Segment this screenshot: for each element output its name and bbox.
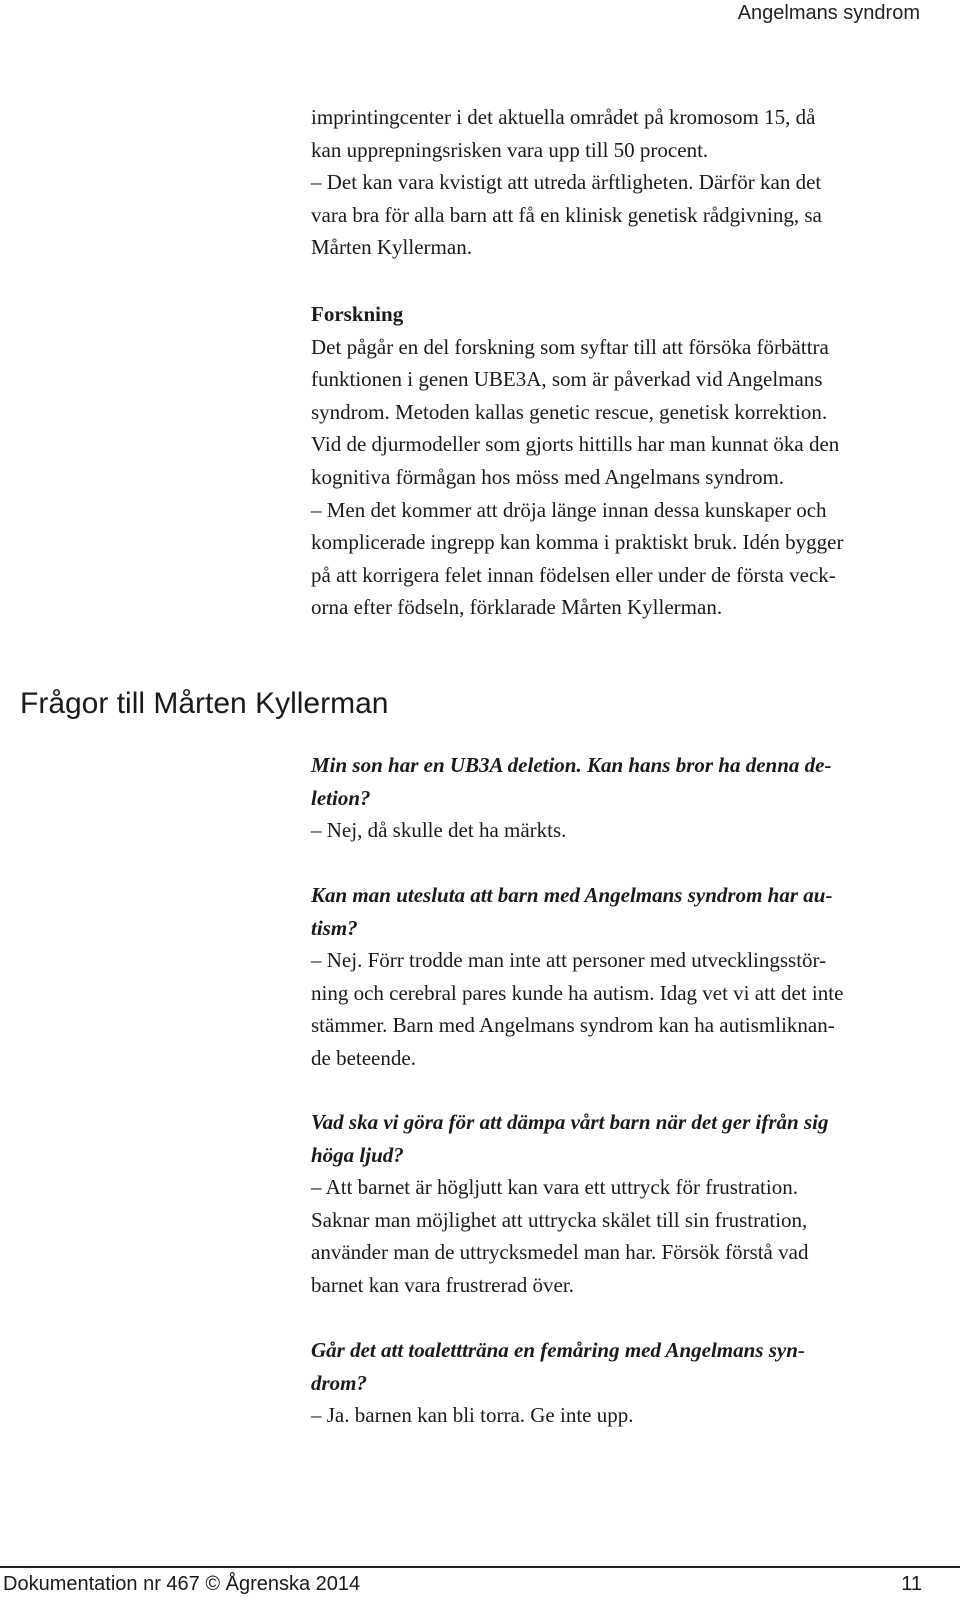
text-line: syndrom. Metoden kallas genetic rescue, genetisk korrektion. — [311, 399, 828, 424]
text-line: Det pågår en del forskning som syftar till att försöka förbättra — [311, 334, 829, 359]
text-line: komplicerade ingrepp kan komma i praktiskt bruk. Idén bygger — [311, 530, 844, 555]
page-number: 11 — [901, 1573, 922, 1595]
answer-line: stämmer. Barn med Angelmans syndrom kan ha autismliknan- — [311, 1013, 835, 1038]
research-heading: Forskning — [311, 302, 404, 326]
text-line: Mårten Kyllerman. — [311, 235, 472, 260]
question-line: letion? — [311, 785, 371, 810]
answer-line: använder man de uttrycksmedel man har. Försök förstå vad — [311, 1240, 809, 1265]
text-line: kan upprepningsrisken vara upp till 50 procent. — [311, 137, 709, 162]
text-line: funktionen i genen UBE3A, som är påverkad vid Angelmans — [311, 367, 823, 392]
answer-line: – Ja. barnen kan bli torra. Ge inte upp. — [311, 1403, 634, 1428]
running-header-title: Angelmans syndrom — [737, 2, 920, 24]
text-line: på att korrigera felet innan födelsen eller under de första veck- — [311, 562, 836, 587]
answer-line: barnet kan vara frustrerad över. — [311, 1272, 574, 1297]
footer-publication: Dokumentation nr 467 © Ågrenska 2014 — [3, 1573, 361, 1595]
qa-section-title: Frågor till Mårten Kyllerman — [20, 687, 389, 720]
question-line: Min son har en UB3A deletion. Kan hans bror ha denna de- — [311, 753, 832, 777]
text-line: vara bra för alla barn att få en klinisk genetisk rådgivning, sa — [311, 202, 822, 227]
footer-divider — [0, 1566, 960, 1568]
intro-paragraph — [311, 101, 921, 264]
text-line: orna efter födseln, förklarade Mårten Kyllerman. — [311, 595, 723, 620]
answer-line: – Nej, då skulle det ha märkts. — [311, 818, 567, 843]
question-line: Går det att toalettträna en femåring med Angelmans syn- — [311, 1338, 805, 1362]
question-line: drom? — [311, 1370, 368, 1395]
answer-line: Saknar man möjlighet att uttrycka skälet till sin frustration, — [311, 1207, 808, 1232]
text-line: Vid de djurmodeller som gjorts hittills har man kunnat öka den — [311, 432, 840, 457]
question-line: tism? — [311, 915, 358, 940]
qa-item-1 — [311, 749, 921, 847]
research-section — [311, 298, 921, 624]
question-line: höga ljud? — [311, 1142, 404, 1167]
qa-item-3 — [311, 1106, 921, 1302]
question-line: Kan man utesluta att barn med Angelmans syndrom har au- — [311, 883, 833, 907]
question-line: Vad ska vi göra för att dämpa vårt barn när det ger ifrån sig — [311, 1110, 829, 1134]
answer-line: de beteende. — [311, 1045, 416, 1070]
qa-item-4 — [311, 1334, 921, 1432]
text-line: – Det kan vara kvistigt att utreda ärftligheten. Därför kan det — [311, 170, 822, 195]
answer-line: – Nej. Förr trodde man inte att personer med utvecklingsstör- — [311, 948, 827, 973]
text-line: imprintingcenter i det aktuella området på kromosom 15, då — [311, 105, 816, 129]
answer-line: – Att barnet är högljutt kan vara ett uttryck för frustration. — [311, 1175, 798, 1200]
text-line: – Men det kommer att dröja länge innan dessa kunskaper och — [311, 497, 827, 522]
answer-line: ning och cerebral pares kunde ha autism. Idag vet vi att det inte — [311, 980, 844, 1005]
qa-item-2 — [311, 879, 921, 1075]
text-line: kognitiva förmågan hos möss med Angelmans syndrom. — [311, 464, 785, 489]
